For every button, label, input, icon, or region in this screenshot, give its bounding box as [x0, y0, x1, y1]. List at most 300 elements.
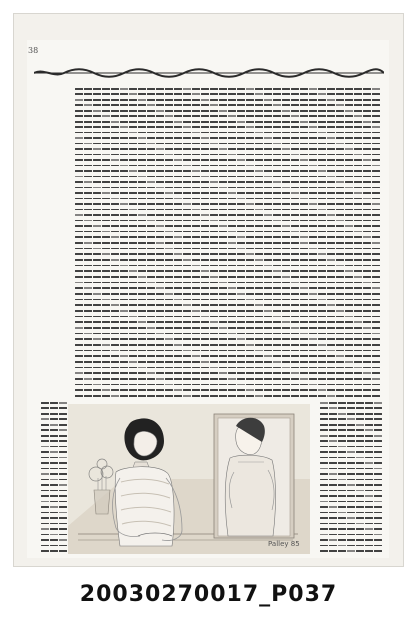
text-glyph — [192, 198, 200, 200]
text-glyph — [138, 304, 146, 306]
text-glyph — [255, 276, 263, 278]
text-glyph — [93, 299, 101, 301]
text-glyph — [336, 143, 344, 145]
text-glyph — [329, 462, 337, 464]
text-glyph — [327, 115, 335, 117]
text-glyph — [237, 137, 245, 139]
text-glyph — [345, 143, 353, 145]
text-glyph — [183, 384, 191, 386]
text-column — [228, 242, 236, 397]
text-glyph — [102, 304, 110, 306]
text-glyph — [59, 528, 67, 530]
text-glyph — [228, 187, 236, 189]
text-glyph — [219, 276, 227, 278]
text-glyph — [273, 327, 281, 329]
text-glyph — [138, 310, 146, 312]
text-column — [365, 402, 373, 552]
text-glyph — [282, 154, 290, 156]
text-glyph — [219, 192, 227, 194]
text-glyph — [201, 214, 209, 216]
text-glyph — [174, 104, 182, 106]
text-glyph — [356, 402, 364, 404]
text-glyph — [120, 225, 128, 227]
text-glyph — [264, 165, 272, 167]
text-glyph — [282, 236, 290, 238]
text-glyph — [237, 293, 245, 295]
text-glyph — [75, 192, 83, 194]
text-glyph — [183, 132, 191, 134]
text-column — [210, 88, 218, 238]
text-glyph — [147, 282, 155, 284]
text-glyph — [318, 282, 326, 284]
text-glyph — [111, 93, 119, 95]
text-glyph — [345, 159, 353, 161]
text-glyph — [327, 104, 335, 106]
text-glyph — [291, 170, 299, 172]
text-glyph — [273, 115, 281, 117]
text-glyph — [219, 282, 227, 284]
text-glyph — [102, 259, 110, 261]
text-glyph — [138, 270, 146, 272]
text-glyph — [192, 137, 200, 139]
text-glyph — [50, 468, 58, 470]
text-glyph — [338, 550, 346, 552]
text-glyph — [300, 372, 308, 374]
text-glyph — [192, 99, 200, 101]
text-glyph — [102, 99, 110, 101]
text-glyph — [129, 231, 137, 233]
text-glyph — [327, 121, 335, 123]
text-glyph — [147, 93, 155, 95]
text-glyph — [120, 104, 128, 106]
text-glyph — [201, 327, 209, 329]
text-glyph — [237, 361, 245, 363]
text-glyph — [201, 384, 209, 386]
text-column — [327, 88, 335, 238]
text-glyph — [291, 187, 299, 189]
text-glyph — [84, 176, 92, 178]
text-glyph — [210, 143, 218, 145]
text-glyph — [59, 539, 67, 541]
text-glyph — [264, 176, 272, 178]
text-glyph — [336, 214, 344, 216]
text-glyph — [291, 99, 299, 101]
text-glyph — [363, 378, 371, 380]
text-glyph — [318, 170, 326, 172]
text-glyph — [363, 192, 371, 194]
text-glyph — [174, 231, 182, 233]
text-glyph — [59, 495, 67, 497]
text-glyph — [147, 236, 155, 238]
text-glyph — [93, 253, 101, 255]
text-glyph — [374, 468, 382, 470]
text-glyph — [120, 154, 128, 156]
text-glyph — [273, 187, 281, 189]
text-glyph — [320, 418, 328, 420]
text-glyph — [93, 361, 101, 363]
text-glyph — [372, 88, 380, 90]
text-glyph — [246, 198, 254, 200]
text-glyph — [347, 528, 355, 530]
text-glyph — [374, 424, 382, 426]
text-glyph — [327, 198, 335, 200]
text-glyph — [201, 220, 209, 222]
text-glyph — [255, 293, 263, 295]
text-glyph — [129, 104, 137, 106]
text-glyph — [138, 344, 146, 346]
text-glyph — [75, 310, 83, 312]
text-glyph — [273, 132, 281, 134]
text-glyph — [156, 265, 164, 267]
text-glyph — [345, 327, 353, 329]
text-glyph — [120, 231, 128, 233]
text-glyph — [354, 248, 362, 250]
text-glyph — [354, 259, 362, 261]
text-glyph — [129, 361, 137, 363]
text-glyph — [372, 121, 380, 123]
text-glyph — [129, 259, 137, 261]
text-glyph — [255, 192, 263, 194]
text-glyph — [165, 350, 173, 352]
text-glyph — [246, 93, 254, 95]
text-glyph — [120, 344, 128, 346]
text-glyph — [228, 198, 236, 200]
text-glyph — [165, 395, 173, 397]
text-glyph — [318, 367, 326, 369]
text-glyph — [210, 115, 218, 117]
text-glyph — [338, 501, 346, 503]
text-glyph — [120, 395, 128, 397]
text-glyph — [363, 293, 371, 295]
text-glyph — [246, 137, 254, 139]
text-glyph — [320, 424, 328, 426]
text-glyph — [372, 338, 380, 340]
text-glyph — [282, 253, 290, 255]
text-glyph — [365, 468, 373, 470]
text-glyph — [111, 170, 119, 172]
text-glyph — [363, 350, 371, 352]
text-glyph — [183, 361, 191, 363]
text-glyph — [138, 93, 146, 95]
text-glyph — [372, 282, 380, 284]
text-glyph — [93, 293, 101, 295]
text-glyph — [129, 293, 137, 295]
text-glyph — [156, 299, 164, 301]
text-glyph — [156, 361, 164, 363]
text-glyph — [75, 159, 83, 161]
text-glyph — [356, 418, 364, 420]
text-glyph — [318, 395, 326, 397]
text-glyph — [210, 181, 218, 183]
text-glyph — [246, 104, 254, 106]
text-glyph — [329, 490, 337, 492]
text-glyph — [345, 93, 353, 95]
text-glyph — [291, 338, 299, 340]
text-glyph — [75, 121, 83, 123]
text-glyph — [318, 304, 326, 306]
text-glyph — [192, 110, 200, 112]
text-glyph — [273, 395, 281, 397]
text-glyph — [318, 378, 326, 380]
text-glyph — [219, 242, 227, 244]
text-column — [246, 242, 254, 397]
text-glyph — [336, 93, 344, 95]
text-glyph — [291, 270, 299, 272]
text-glyph — [84, 198, 92, 200]
text-glyph — [192, 132, 200, 134]
text-glyph — [291, 367, 299, 369]
text-glyph — [318, 99, 326, 101]
text-glyph — [264, 220, 272, 222]
text-glyph — [329, 523, 337, 525]
text-glyph — [273, 198, 281, 200]
text-glyph — [50, 539, 58, 541]
text-glyph — [347, 479, 355, 481]
text-glyph — [174, 259, 182, 261]
text-glyph — [192, 350, 200, 352]
text-glyph — [147, 389, 155, 391]
text-glyph — [59, 523, 67, 525]
text-glyph — [201, 231, 209, 233]
text-glyph — [138, 176, 146, 178]
text-glyph — [41, 407, 49, 409]
text-glyph — [183, 259, 191, 261]
text-column — [75, 88, 83, 238]
text-glyph — [84, 137, 92, 139]
text-column — [219, 242, 227, 397]
text-glyph — [228, 93, 236, 95]
text-glyph — [156, 181, 164, 183]
text-glyph — [120, 143, 128, 145]
text-glyph — [75, 214, 83, 216]
text-glyph — [138, 99, 146, 101]
text-glyph — [183, 299, 191, 301]
text-glyph — [102, 165, 110, 167]
text-glyph — [174, 93, 182, 95]
text-glyph — [246, 132, 254, 134]
text-glyph — [237, 378, 245, 380]
text-glyph — [156, 148, 164, 150]
text-column — [192, 242, 200, 397]
text-glyph — [237, 143, 245, 145]
text-glyph — [273, 316, 281, 318]
text-glyph — [219, 203, 227, 205]
text-glyph — [345, 316, 353, 318]
text-glyph — [246, 88, 254, 90]
text-glyph — [210, 132, 218, 134]
text-glyph — [93, 327, 101, 329]
text-glyph — [291, 253, 299, 255]
text-glyph — [183, 159, 191, 161]
text-glyph — [282, 287, 290, 289]
text-glyph — [291, 248, 299, 250]
text-glyph — [309, 361, 317, 363]
text-glyph — [120, 259, 128, 261]
text-glyph — [282, 181, 290, 183]
text-glyph — [354, 137, 362, 139]
text-glyph — [291, 282, 299, 284]
text-glyph — [93, 333, 101, 335]
text-glyph — [192, 126, 200, 128]
text-glyph — [237, 176, 245, 178]
text-glyph — [318, 115, 326, 117]
text-glyph — [282, 231, 290, 233]
text-glyph — [264, 110, 272, 112]
text-glyph — [228, 389, 236, 391]
text-glyph — [356, 523, 364, 525]
text-glyph — [264, 148, 272, 150]
text-glyph — [165, 165, 173, 167]
text-glyph — [228, 231, 236, 233]
text-glyph — [327, 333, 335, 335]
text-glyph — [291, 361, 299, 363]
text-glyph — [102, 192, 110, 194]
text-glyph — [309, 389, 317, 391]
text-glyph — [102, 203, 110, 205]
text-glyph — [138, 282, 146, 284]
text-glyph — [345, 225, 353, 227]
text-glyph — [111, 115, 119, 117]
text-glyph — [320, 545, 328, 547]
text-glyph — [111, 253, 119, 255]
text-glyph — [372, 93, 380, 95]
text-glyph — [156, 143, 164, 145]
text-glyph — [246, 231, 254, 233]
text-glyph — [291, 350, 299, 352]
text-glyph — [156, 304, 164, 306]
text-glyph — [201, 187, 209, 189]
text-glyph — [165, 181, 173, 183]
text-glyph — [174, 361, 182, 363]
text-glyph — [59, 517, 67, 519]
text-glyph — [183, 88, 191, 90]
text-glyph — [264, 321, 272, 323]
text-glyph — [372, 115, 380, 117]
text-glyph — [345, 282, 353, 284]
text-glyph — [291, 299, 299, 301]
text-glyph — [93, 88, 101, 90]
text-glyph — [219, 361, 227, 363]
text-glyph — [372, 333, 380, 335]
text-glyph — [102, 378, 110, 380]
text-glyph — [129, 299, 137, 301]
text-glyph — [336, 225, 344, 227]
text-glyph — [210, 321, 218, 323]
text-glyph — [192, 395, 200, 397]
text-glyph — [219, 310, 227, 312]
text-glyph — [120, 282, 128, 284]
text-glyph — [291, 355, 299, 357]
text-column — [372, 88, 380, 238]
text-glyph — [237, 99, 245, 101]
text-glyph — [84, 225, 92, 227]
text-glyph — [120, 187, 128, 189]
text-glyph — [345, 170, 353, 172]
text-glyph — [273, 259, 281, 261]
text-glyph — [129, 132, 137, 134]
text-glyph — [147, 176, 155, 178]
text-glyph — [102, 333, 110, 335]
text-glyph — [338, 545, 346, 547]
text-glyph — [336, 333, 344, 335]
text-glyph — [120, 276, 128, 278]
text-glyph — [282, 367, 290, 369]
story-illustration — [68, 404, 310, 554]
text-glyph — [327, 372, 335, 374]
text-glyph — [84, 220, 92, 222]
text-glyph — [336, 316, 344, 318]
text-glyph — [192, 214, 200, 216]
text-glyph — [300, 265, 308, 267]
text-glyph — [210, 148, 218, 150]
text-glyph — [309, 384, 317, 386]
text-glyph — [183, 236, 191, 238]
text-glyph — [174, 220, 182, 222]
text-glyph — [111, 88, 119, 90]
text-glyph — [129, 310, 137, 312]
text-glyph — [111, 176, 119, 178]
text-glyph — [237, 231, 245, 233]
text-glyph — [273, 378, 281, 380]
text-glyph — [336, 293, 344, 295]
text-glyph — [255, 115, 263, 117]
text-glyph — [84, 265, 92, 267]
text-glyph — [327, 203, 335, 205]
text-glyph — [183, 165, 191, 167]
text-glyph — [84, 338, 92, 340]
text-column — [363, 242, 371, 397]
text-glyph — [282, 225, 290, 227]
text-glyph — [329, 479, 337, 481]
text-glyph — [363, 259, 371, 261]
text-glyph — [228, 321, 236, 323]
text-glyph — [345, 121, 353, 123]
text-glyph — [264, 121, 272, 123]
text-glyph — [111, 350, 119, 352]
text-glyph — [255, 333, 263, 335]
text-glyph — [75, 88, 83, 90]
text-glyph — [354, 372, 362, 374]
text-glyph — [255, 181, 263, 183]
text-glyph — [165, 282, 173, 284]
text-glyph — [246, 333, 254, 335]
text-glyph — [347, 473, 355, 475]
text-glyph — [174, 321, 182, 323]
text-glyph — [183, 121, 191, 123]
text-glyph — [374, 528, 382, 530]
text-glyph — [282, 361, 290, 363]
text-glyph — [365, 523, 373, 525]
text-glyph — [273, 126, 281, 128]
text-glyph — [174, 110, 182, 112]
text-glyph — [309, 338, 317, 340]
text-glyph — [174, 276, 182, 278]
text-glyph — [365, 418, 373, 420]
text-glyph — [273, 154, 281, 156]
text-glyph — [246, 126, 254, 128]
text-glyph — [354, 187, 362, 189]
text-glyph — [138, 159, 146, 161]
text-glyph — [192, 355, 200, 357]
text-glyph — [309, 165, 317, 167]
text-glyph — [219, 395, 227, 397]
text-glyph — [354, 143, 362, 145]
text-glyph — [246, 287, 254, 289]
text-glyph — [192, 93, 200, 95]
text-glyph — [111, 236, 119, 238]
text-glyph — [363, 395, 371, 397]
text-glyph — [50, 528, 58, 530]
